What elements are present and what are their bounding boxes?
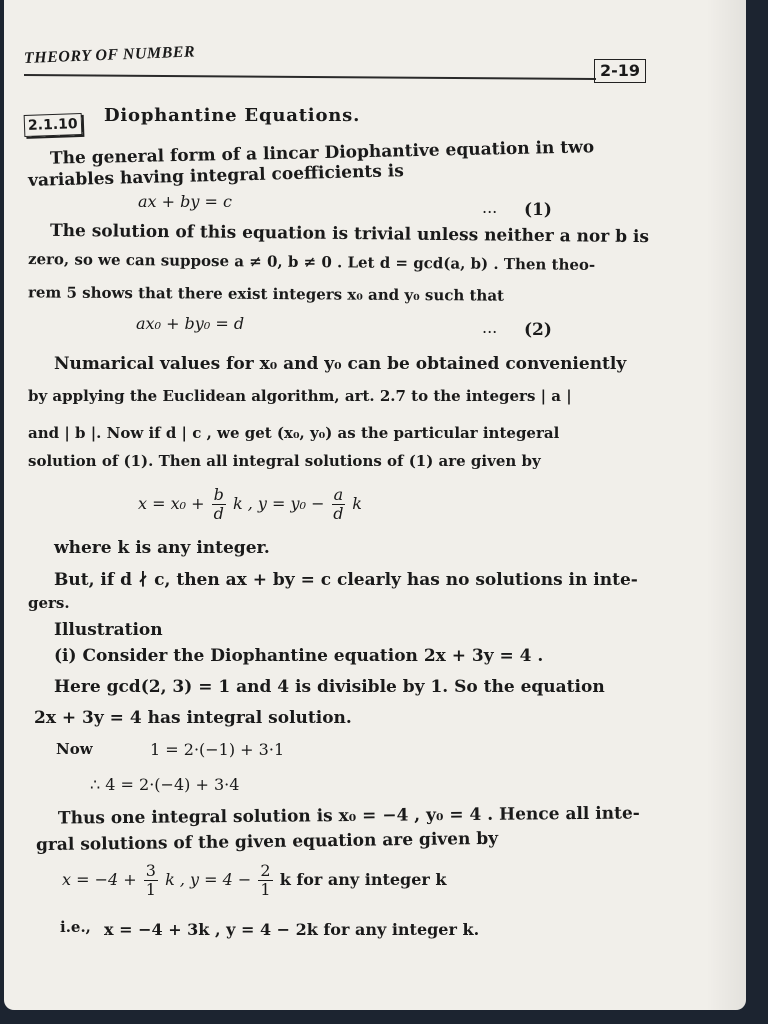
paragraph-line: variables having integral coefficients is xyxy=(27,161,405,191)
equation-4: x = −4 + $\frac{3}{1}$ k , y = 4 − $\frac{2}{1}$ k for any integer k xyxy=(62,861,447,899)
therefore-equation: ∴ 4 = 2·(−4) + 3·4 xyxy=(90,775,240,794)
paragraph-line: The general form of a lincar Diophantive equation in two xyxy=(49,137,595,169)
equation-3: x = x₀ + $\frac{b}{d}$ k , y = y₀ − $\frac{a}{d}$ k xyxy=(138,485,362,523)
paragraph-line: But, if d ∤ c, then ax + by = c clearly has no solutions in inte- xyxy=(54,570,638,590)
fraction-2-over-1: $\frac{2}{1}$ xyxy=(260,861,271,899)
section-number-box: 2.1.10 xyxy=(24,113,82,137)
paragraph-line: Thus one integral solution is x₀ = −4 , y₀ = 4 . Hence all inte- xyxy=(57,803,640,829)
equation-2-dots: ... xyxy=(482,318,498,337)
now-label: Now xyxy=(56,740,93,758)
ie-prefix: i.e., xyxy=(60,918,91,936)
equation-1-dots: ... xyxy=(482,198,498,217)
equation-1: ax + by = c xyxy=(138,192,232,211)
paragraph-line: zero, so we can suppose a ≠ 0, b ≠ 0 . Let d = gcd(a, b) . Then theo- xyxy=(27,250,596,274)
paragraph-line: Numarical values for x₀ and y₀ can be obtained conveniently xyxy=(54,354,627,374)
equation-1-tag: (1) xyxy=(524,200,552,220)
fraction-a-over-d: $\frac{a}{d}$ xyxy=(333,485,344,523)
paragraph-line: The solution of this equation is trivial unless neither a nor b is xyxy=(49,220,650,248)
paragraph-line: by applying the Euclidean algorithm, art. 2.7 to the integers | a | xyxy=(28,387,572,405)
page-number-box: 2-19 xyxy=(594,59,646,83)
equation-2: ax₀ + by₀ = d xyxy=(136,314,245,333)
running-header-title: THEORY OF NUMBER xyxy=(23,43,196,67)
paragraph-line: and | b |. Now if d | c , we get (x₀, y₀) as the particular integeral xyxy=(28,424,560,442)
book-page xyxy=(4,0,746,1010)
paragraph-line: 2x + 3y = 4 has integral solution. xyxy=(34,708,352,728)
paragraph-line: gers. xyxy=(28,594,70,612)
illustration-heading: Illustration xyxy=(54,620,163,640)
equation-2-tag: (2) xyxy=(524,320,552,340)
section-title: Diophantine Equations. xyxy=(104,105,361,126)
equation-5: x = −4 + 3k , y = 4 − 2k for any integer k. xyxy=(104,920,480,939)
paragraph-line: Here gcd(2, 3) = 1 and 4 is divisible by 1. So the equation xyxy=(54,677,605,697)
paragraph-line: rem 5 shows that there exist integers x₀ and y₀ such that xyxy=(27,283,505,305)
header-rule xyxy=(24,74,596,80)
paragraph-line: solution of (1). Then all integral solutions of (1) are given by xyxy=(28,452,541,470)
fraction-b-over-d: $\frac{b}{d}$ xyxy=(213,485,224,523)
now-equation: 1 = 2·(−1) + 3·1 xyxy=(150,740,285,759)
paragraph-line: (i) Consider the Diophantine equation 2x + 3y = 4 . xyxy=(54,646,544,666)
paragraph-line: gral solutions of the given equation are given by xyxy=(35,828,499,856)
fraction-3-over-1: $\frac{3}{1}$ xyxy=(145,861,156,899)
paragraph-line: where k is any integer. xyxy=(54,538,270,558)
page-shadow xyxy=(706,0,746,1010)
